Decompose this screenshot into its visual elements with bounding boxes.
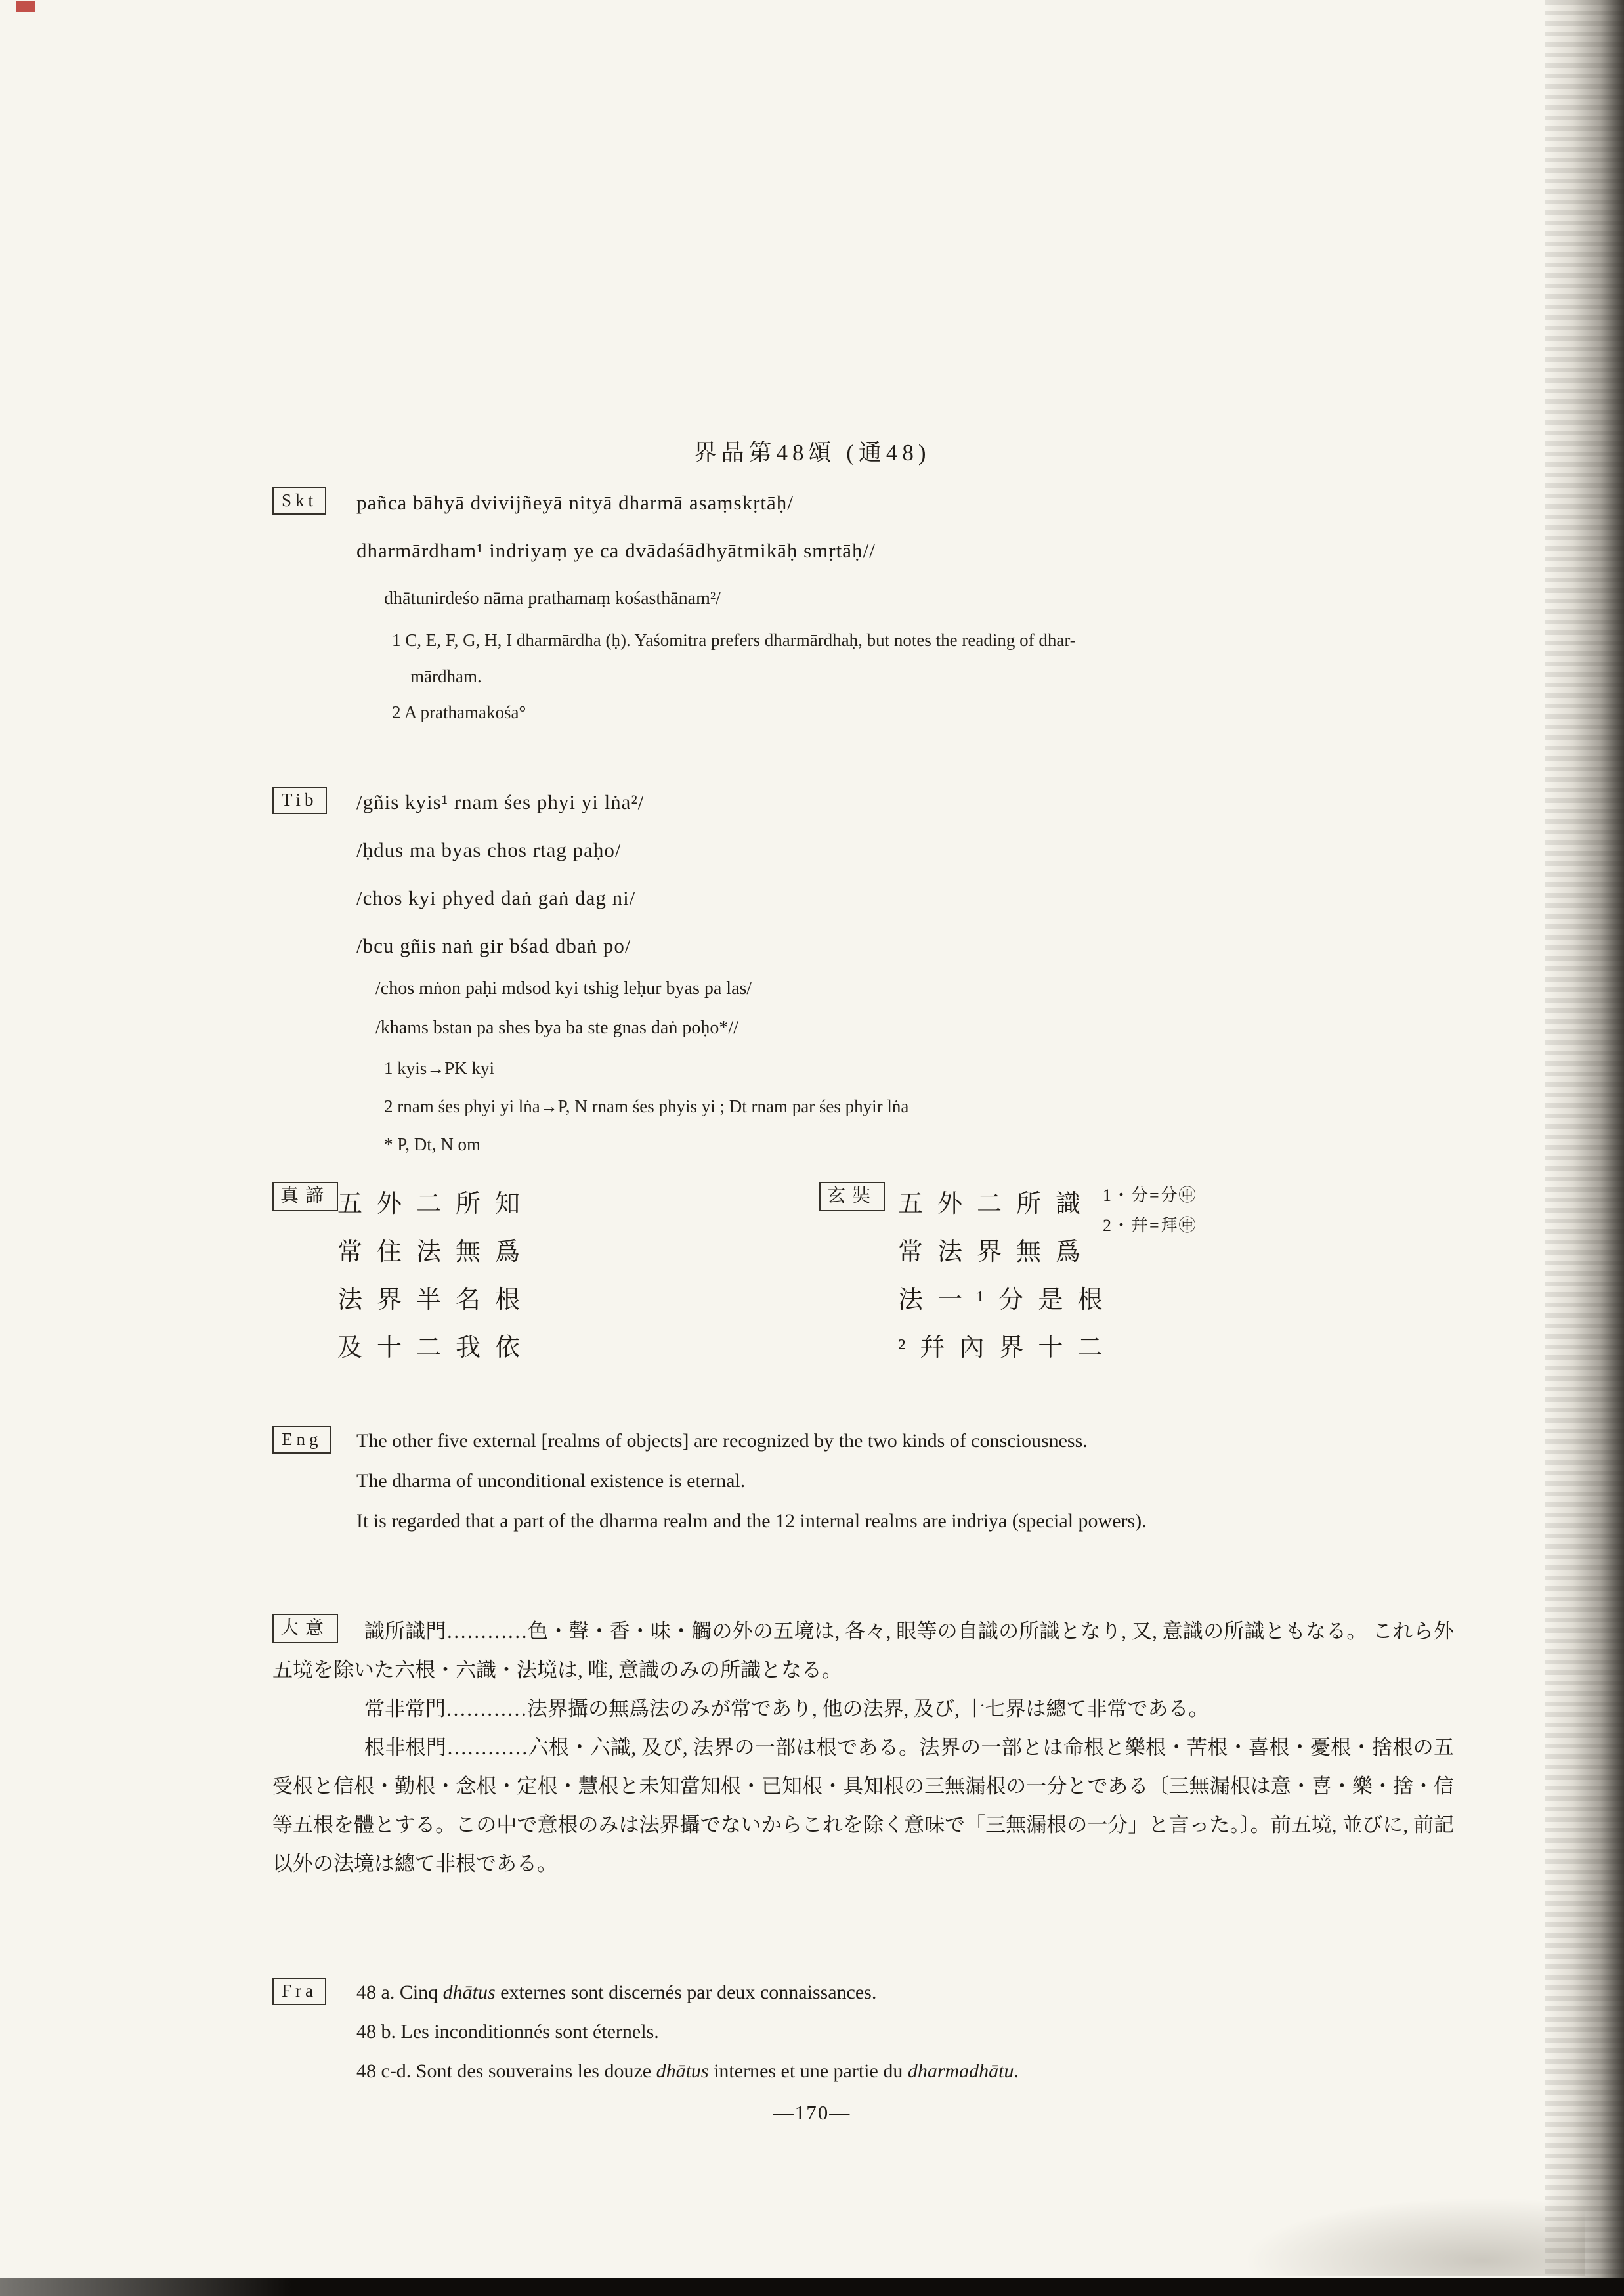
skt-footnote: 2 A prathamakośa° bbox=[392, 703, 526, 722]
skt-verse-line: pañca bāhyā dvivijñeyā nityā dharmā asaṃskṛtāḥ/ bbox=[356, 491, 794, 514]
fra-italic: dhātus bbox=[656, 2060, 709, 2082]
tib-verse-line: /chos kyi phyed daṅ gaṅ dag ni/ bbox=[356, 886, 636, 909]
skt-colophon: dhātunirdeśo nāma prathamaṃ kośasthānam²/ bbox=[384, 588, 721, 609]
genjo-apparatus-note: 2・幷=拜㊥ bbox=[1103, 1216, 1197, 1235]
section-label-fra: Fra bbox=[272, 1978, 326, 2005]
tib-colophon-line: /khams bstan pa shes bya ba ste gnas daṅ poḥo*// bbox=[375, 1018, 738, 1038]
genjo-verse-line: 常法界無爲 bbox=[898, 1238, 1096, 1266]
scan-bottom-bar bbox=[0, 2278, 1624, 2296]
taii-paragraph: 識所識門…………色・聲・香・味・觸の外の五境は, 各々, 眼等の自識の所識となり, 又, 意識の所識ともなる。 これら外五境を除いた六根・六識・法境は, 唯, 意識のみの所識となる。 bbox=[272, 1620, 1454, 1681]
tib-verse-line: /bcu gñis naṅ gir bśad dbaṅ po/ bbox=[356, 934, 631, 957]
page-number: —170— bbox=[773, 2101, 851, 2124]
fra-text: externes sont discernés par deux connaissances. bbox=[495, 1982, 877, 2003]
section-label-eng: Eng bbox=[272, 1426, 331, 1454]
genjo-verse-line: 五外二所識 bbox=[898, 1190, 1096, 1218]
fra-italic: dhātus bbox=[442, 1982, 496, 2003]
shintai-verse-line: 及十二我依 bbox=[337, 1334, 535, 1362]
eng-line: The dharma of unconditional existence is eternal. bbox=[356, 1470, 746, 1492]
scan-smudge bbox=[1243, 2198, 1585, 2276]
genjo-verse-line: ²幷內界十二 bbox=[898, 1334, 1117, 1362]
section-label-shintai: 真諦 bbox=[272, 1182, 338, 1211]
tib-verse-line: /gñis kyis¹ rnam śes phyi yi lṅa²/ bbox=[356, 791, 645, 813]
genjo-verse-line: 法一¹分是根 bbox=[898, 1286, 1117, 1314]
fra-text: . bbox=[1014, 2060, 1019, 2082]
fra-text: 48 c-d. Sont des souverains les douze bbox=[356, 2060, 656, 2082]
section-label-taii: 大意 bbox=[272, 1614, 338, 1643]
genjo-apparatus-note: 1・分=分㊥ bbox=[1103, 1186, 1197, 1205]
fra-line bbox=[356, 1982, 876, 2004]
eng-line: The other five external [realms of objects] are recognized by the two kinds of consciousness. bbox=[356, 1430, 1088, 1452]
tib-colophon-line: /chos mṅon paḥi mdsod kyi tshig leḥur byas pa las/ bbox=[375, 978, 752, 999]
taii-paragraph: 根非根門…………六根・六識, 及び, 法界の一部は根である。法界の一部とは命根と樂根・苦根・喜根・憂根・捨根の五受根と信根・勤根・念根・定根・慧根と未知當知根・已知根・具知根の三無漏根の一分とである〔三無漏根は意・喜・樂・捨・信等五根を體とする。この中で意根のみは法界攝でないからこれを除く意味で「三無漏根の一分」と言った。〕。前五境, 並びに, 前記以外の法境は總て非根である。 bbox=[272, 1736, 1454, 1875]
skt-footnote: 1 C, E, F, G, H, I dharmārdha (ḥ). Yaśomitra prefers dharmārdhaḥ, but notes the reading of dhar- bbox=[392, 630, 1076, 650]
skt-footnote: mārdham. bbox=[410, 666, 482, 686]
taii-paragraph-block bbox=[272, 1612, 1454, 1883]
shintai-verse-line: 五外二所知 bbox=[337, 1190, 535, 1218]
eng-line: It is regarded that a part of the dharma realm and the 12 internal realms are indriya (special powers). bbox=[356, 1510, 1147, 1532]
page-title: 界品第48頌 (通48) bbox=[693, 440, 931, 466]
tib-footnote: * P, Dt, N om bbox=[384, 1135, 481, 1154]
shintai-verse-line: 常住法無爲 bbox=[337, 1238, 535, 1266]
section-label-tib: Tib bbox=[272, 787, 327, 814]
tib-verse-line: /ḥdus ma byas chos rtag paḥo/ bbox=[356, 838, 622, 861]
fra-italic: dharmadhātu bbox=[907, 2060, 1014, 2082]
scan-right-band bbox=[1545, 0, 1624, 2296]
section-label-genjo: 玄奘 bbox=[819, 1182, 885, 1211]
skt-verse-line: dharmārdham¹ indriyaṃ ye ca dvādaśādhyātmikāḥ smṛtāḥ// bbox=[356, 539, 876, 562]
taii-paragraph: 常非常門…………法界攝の無爲法のみが常であり, 他の法界, 及び, 十七界は總て非常である。 bbox=[364, 1697, 1209, 1720]
fra-line bbox=[356, 2021, 659, 2043]
scan-corner-mark bbox=[16, 1, 35, 12]
fra-line bbox=[356, 2060, 1019, 2083]
tib-footnote: 2 rnam śes phyi yi lṅa→P, N rnam śes phyis yi ; Dt rnam par śes phyir lṅa bbox=[384, 1096, 909, 1116]
shintai-verse-line: 法界半名根 bbox=[337, 1286, 535, 1314]
fra-text: 48 b. Les inconditionnés sont éternels. bbox=[356, 2021, 659, 2043]
fra-text: 48 a. Cinq bbox=[356, 1982, 443, 2003]
tib-footnote: 1 kyis→PK kyi bbox=[384, 1058, 495, 1078]
section-label-skt: Skt bbox=[272, 487, 326, 515]
fra-text: internes et une partie du bbox=[708, 2060, 908, 2082]
